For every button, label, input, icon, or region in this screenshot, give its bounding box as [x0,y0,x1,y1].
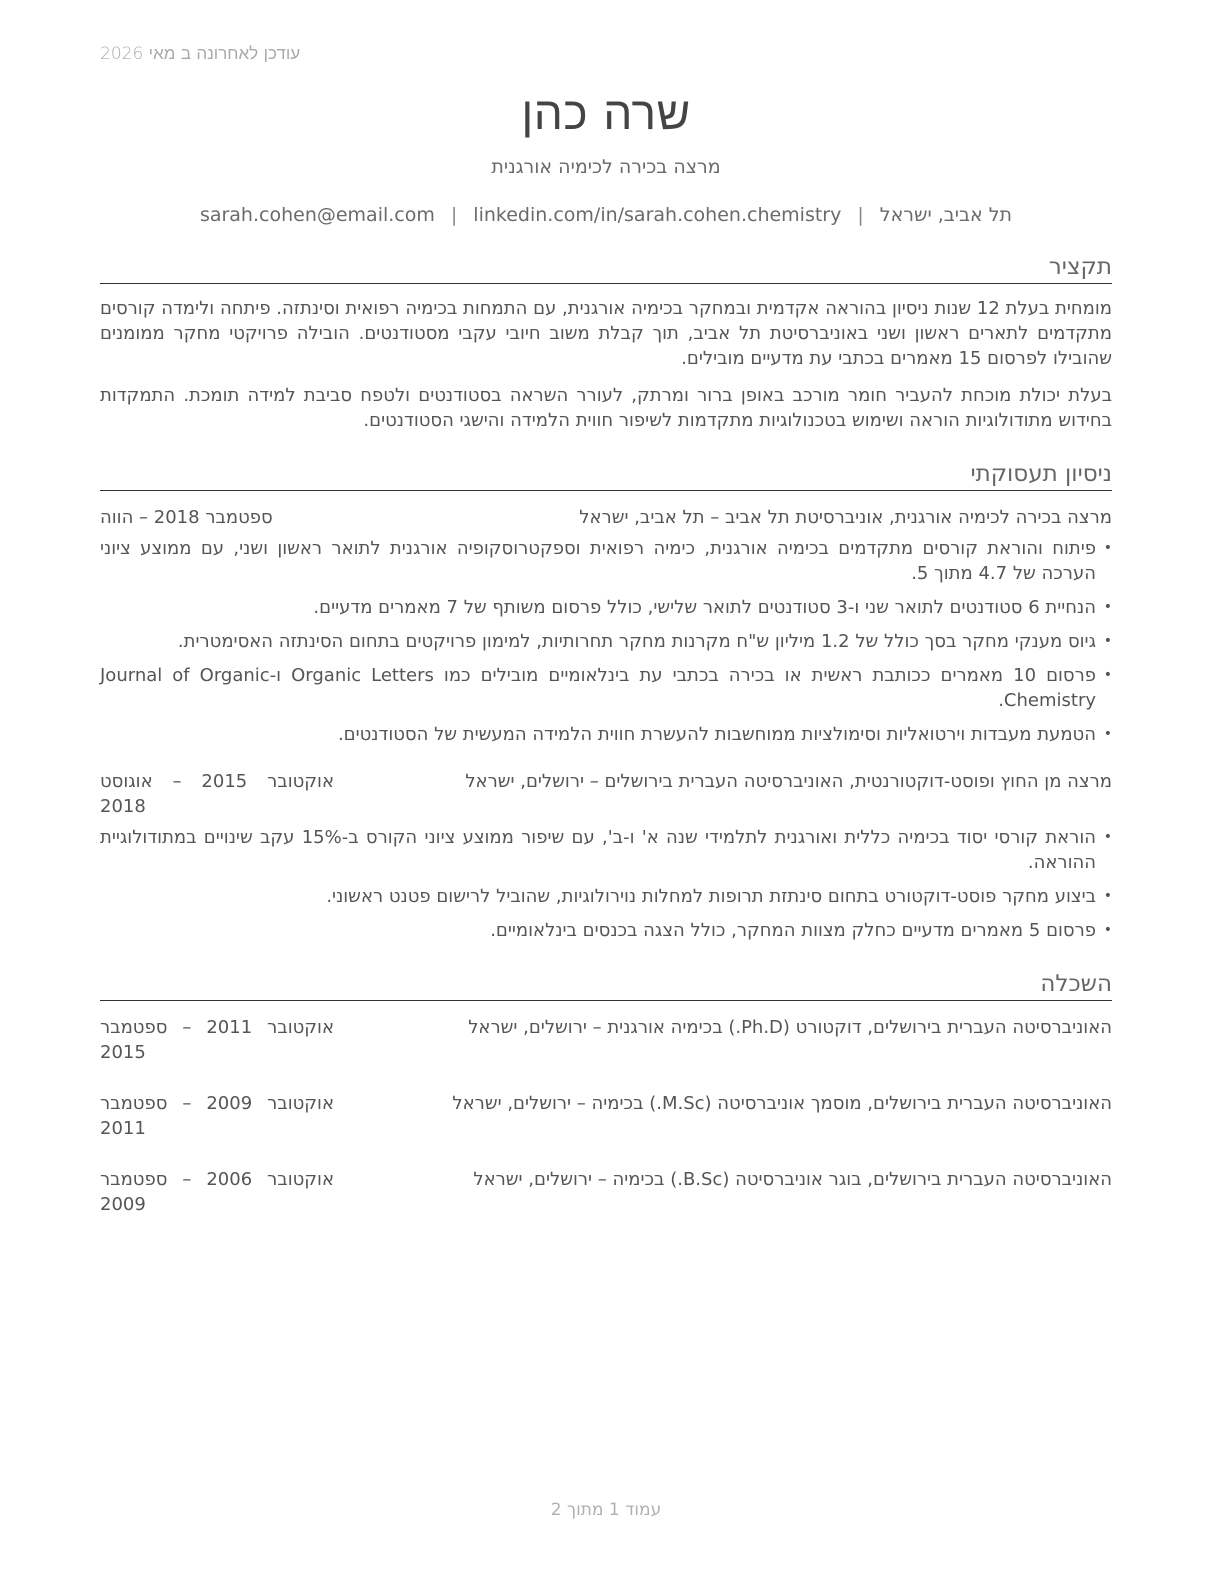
contact-line [100,204,1112,226]
job-entry [100,769,1112,943]
linkedin-link[interactable]: linkedin.com/in/sarah.cohen.chemistry [473,204,842,226]
summary-paragraph: מומחית בעלת 12 שנות ניסיון בהוראה אקדמית ובמחקר בכימיה אורגנית, עם התמחות בכימיה רפואית וסינתזה. פיתחה ולימדה קורסים מתקדמים לתארים ראשון ושני באוניברסיטת תל אביב, תוך קבלת משוב חיובי עקבי מסטודנטים. הובילה פרויקטי מחקר ממומנים שהובילו לפרסום 15 מאמרים בכתבי עת מדעיים מובילים. [100,298,1112,369]
education-date: אוקטובר 2009 – ספטמבר 2011 [100,1093,334,1139]
location: תל אביב, ישראל [879,204,1013,226]
education-entry [100,1167,1112,1217]
education-date: אוקטובר 2011 – ספטמבר 2015 [100,1017,334,1063]
job-bullets [100,825,1112,943]
list-item: • הנחיית 6 סטודנטים לתואר שני ו-3 סטודנטים לתואר שלישי, כולל פרסום משותף של 7 מאמרים מדעיים. [100,595,1112,620]
job-header [100,769,1112,819]
job-date: אוקטובר 2015 – אוגוסט 2018 [100,771,334,817]
job-header [100,505,1112,530]
list-item: • פיתוח והוראת קורסים מתקדמים בכימיה אורגנית, כימיה רפואית וספקטרוסקופיה אורגנית לתואר ראשון ושני, עם ממוצע ציוני הערכה של 4.7 מתוך 5. [100,536,1112,586]
page-title: שרה כהן [521,86,691,140]
list-item: • גיוס מענקי מחקר בסך כולל של 1.2 מיליון ש"ח מקרנות מחקר תחרותיות, למימון פרויקטים בתחום הסינתזה האסימטרית. [100,629,1112,654]
education-date: אוקטובר 2006 – ספטמבר 2009 [100,1169,334,1215]
headline: מרצה בכירה לכימיה אורגנית [491,156,721,178]
section-title-education: השכלה [100,969,1112,1001]
section-title-summary: תקציר [100,252,1112,284]
list-item: • הטמעת מעבדות וירטואליות וסימולציות ממוחשבות להעשרת חווית הלמידה המעשית של הסטודנטים. [100,722,1112,747]
job-title: מרצה בכירה לכימיה אורגנית, אוניברסיטת תל אביב – תל אביב, ישראל [579,507,1112,528]
job-date: ספטמבר 2018 – הווה [100,507,273,528]
list-item: • הוראת קורסי יסוד בכימיה כללית ואורגנית לתלמידי שנה א' ו-ב', עם שיפור ממוצע ציוני הקורס ב-15% עקב שינויים במתודולוגיית ההוראה. [100,825,1112,875]
education-entry [100,1091,1112,1141]
degree: האוניברסיטה העברית בירושלים, דוקטורט (Ph.D.) בכימיה אורגנית – ירושלים, ישראל [468,1017,1112,1038]
separator: | [450,204,458,226]
job-bullets [100,536,1112,747]
separator: | [857,204,864,226]
list-item: • פרסום 5 מאמרים מדעיים כחלק מצוות המחקר, כולל הצגה בכנסים בינלאומיים. [100,918,1112,943]
resume-page [100,86,1112,1217]
degree: האוניברסיטה העברית בירושלים, מוסמך אוניברסיטה (M.Sc.) בכימיה – ירושלים, ישראל [452,1093,1112,1114]
section-title-experience: ניסיון תעסוקתי [100,459,1112,491]
education-entry [100,1015,1112,1065]
summary-paragraph: בעלת יכולת מוכחת להעביר חומר מורכב באופן ברור ומרתק, לעורר השראה בסטודנטים ולטפח סביבת למידה תומכת. התמקדות בחידוש מתודולוגיות הוראה ושימוש בטכנולוגיות מתקדמות לשיפור חווית הלמידה והישגי הסטודנטים. [100,385,1112,431]
list-item: • פרסום 10 מאמרים ככותבת ראשית או בכירה בכתבי עת בינלאומיים מובילים כמו Organic Letters ו-Journal of Organic Chemistry. [100,663,1112,713]
page-number: עמוד 1 מתוך 2 [550,1500,662,1520]
email-link[interactable]: sarah.cohen@email.com [199,204,435,226]
list-item: • ביצוע מחקר פוסט-דוקטורט בתחום סינתזת תרופות למחלות נוירולוגיות, שהוביל לרישום פטנט ראשוני. [100,884,1112,909]
job-title: מרצה מן החוץ ופוסט-דוקטורנטית, האוניברסיטה העברית בירושלים – ירושלים, ישראל [465,771,1112,792]
last-updated-note: עודכן לאחרונה ב מאי 2026 [100,44,301,64]
degree: האוניברסיטה העברית בירושלים, בוגר אוניברסיטה (B.Sc.) בכימיה – ירושלים, ישראל [473,1169,1112,1190]
job-entry [100,505,1112,747]
